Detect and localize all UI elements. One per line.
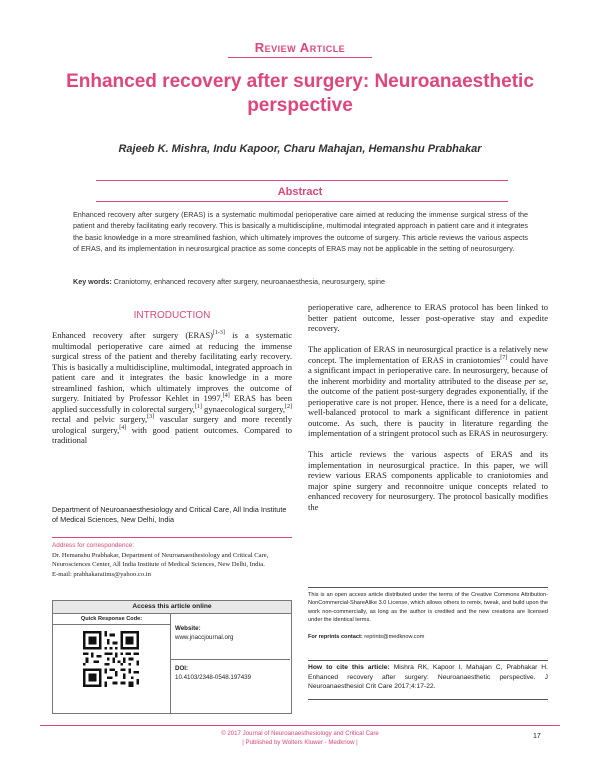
reprints-label: For reprints contact: (308, 634, 363, 640)
affiliation: Department of Neuroanaesthesiology and Critical Care, All India Institute of Medical Sciences, New Delhi, India (52, 505, 287, 524)
access-box-rule (53, 624, 170, 625)
footer (0, 730, 600, 747)
keywords-label: Key words: (73, 277, 112, 286)
citation-ref: [3] (147, 414, 155, 421)
website-label: Website: (175, 625, 201, 632)
keywords (73, 277, 528, 286)
how-to-cite (308, 660, 548, 700)
doi-label: DOI: (175, 665, 189, 672)
footer-rule (40, 725, 560, 726)
intro-paragraph-2: perioperative care, adherence to ERAS protocol has been linked to better patient outcome, lesser post-operative stay and expedite recovery. (308, 302, 548, 333)
access-box-rule (171, 659, 290, 660)
reprints-email[interactable]: reprints@medknow.com (364, 634, 425, 640)
citation-ref: [1] (194, 403, 202, 410)
correspondence-address: Dr. Hemanshu Prabhakar, Department of Neuroanaesthesiology and Critical Care, Neurosciences Center, All India Institute of Medical Sciences, New Delhi, India. (52, 551, 269, 569)
correspondence-email: E-mail: prabhakaraiims@yahoo.co.in (52, 570, 151, 578)
reprints-line (308, 634, 548, 640)
keywords-list: Craniotomy, enhanced recovery after surgery, neuroanaesthesia, neurosurgery, spine (113, 277, 386, 286)
body-column-left (52, 330, 292, 446)
abstract-text: Enhanced recovery after surgery (ERAS) is a systematic multimodal perioperative care aimed at reducing the immense surgical stress of the patient and thereby facilitating early recovery. This is basically a multidiscipline, multimodal integrated approach in patient care and it integrates the basic knowledge in a more streamlined fashion, which ultimately improves the outcome of surgery. This article reviews the various aspects of ERAS, and its implementation in neurosurgical practice as some concepts of ERAS may not be applicable in the setting of neurosurgery. (73, 210, 528, 254)
citation-ref: [7] (500, 354, 508, 361)
access-box-divider (170, 613, 171, 713)
cite-text: Mishra RK, Kapoor I, Mahajan C, Prabhakar H. Enhanced recovery after surgery: Neuroanaesthetic perspective. J Neuroanaesthesiol Crit Care 2017;4:17-22. (308, 664, 548, 691)
correspondence (52, 541, 292, 579)
article-type-underline (228, 57, 372, 58)
citation-ref: [4] (119, 424, 127, 431)
doi-link[interactable]: 10.4103/2348-0548.197439 (175, 674, 252, 681)
page-number: 17 (533, 733, 541, 740)
citation-ref: [4] (222, 393, 230, 400)
article-type: Review Article (254, 40, 346, 55)
intro-paragraph-4: This article reviews the various aspects of ERAS and its implementation in neurosurgical practice. In this paper, we will review various ERAS components applicable to craniotomies and major spine surgery and reconnoitre unique concepts related to enhanced recovery for neurosurgery. The protocol basically modifies the (308, 449, 548, 512)
website-link[interactable]: www.jnaccjournal.org (175, 634, 234, 641)
section-heading-introduction: INTRODUCTION (133, 310, 211, 321)
intro-paragraph-3: The application of ERAS in neurosurgical practice is a relatively new concept. The implementation of ERAS in craniotomies[7] could have a significant impact in perioperative care. In neurosurgery, because of the inherent morbidity and mortality attributed to the disease per se, the outcome of the patient post-surgery degrades exponentially, if the perioperative care is not proper. Hence, there is a need for a delicate, well-balanced protocol to mark a significant difference in patient outcome. As such, there is paucity in literature regarding the implementation of a stringent protocol such as ERAS in neurosurgery. (308, 344, 548, 438)
abstract-heading: Abstract (277, 186, 323, 198)
abstract-rule-top (96, 180, 508, 181)
author-list: Rajeeb K. Mishra, Indu Kapoor, Charu Mahajan, Hemanshu Prabhakar (118, 143, 482, 155)
citation-ref: [1-3] (212, 330, 225, 337)
access-online-title: Access this article online (53, 601, 291, 614)
qr-code-icon[interactable] (83, 631, 139, 687)
footer-copyright: © 2017 Journal of Neuroanaesthesiology and Critical Care (221, 730, 379, 737)
correspondence-label: Address for correspondence: (52, 542, 135, 549)
intro-paragraph-1: Enhanced recovery after surgery (ERAS)[1-3] is a systematic multimodal perioperative care aimed at reducing the immense surgical stress of the patient and thereby facilitating early recovery. This is basically a multidiscipline, multimodal, integrated approach in patient care and it integrates the basic knowledge in a more streamlined fashion, which ultimately improves the outcome of surgery. Initiated by Professor Kehlet in 1997,[4] ERAS has been applied successfully in colorectal surgery,[1] gynaecological surgery,[2] rectal and pelvic surgery,[3] vascular surgery and more recently urological surgery,[4] with good patient outcomes. Compared to traditional (52, 330, 293, 445)
license-text: This is an open access article distributed under the terms of the Creative Commons Attribution-NonCommercial-ShareAlike 3.0 License, which allows others to remix, tweak, and build upon the work non-commercially, as long as the author is credited and the new creations are licensed under the identical terms. (308, 592, 548, 623)
cite-label: How to cite this article: (308, 664, 390, 671)
body-column-right (308, 302, 548, 512)
qr-code-label: Quick Response Code: (80, 616, 143, 622)
article-title: Enhanced recovery after surgery: Neuroanaesthetic perspective (66, 71, 534, 116)
abstract-rule-bottom (96, 201, 508, 202)
citation-ref: [2] (284, 403, 292, 410)
website-block (175, 624, 233, 642)
doi-block (175, 664, 251, 682)
footer-publisher: | Published by Wolters Kluwer - Medknow | (242, 738, 358, 746)
correspondence-rule (52, 537, 292, 538)
license-rule (308, 587, 548, 588)
